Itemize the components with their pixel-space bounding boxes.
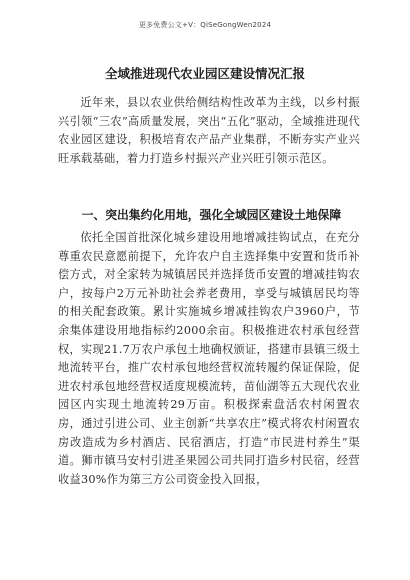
paragraph-land-use: 依托全国首批深化城乡建设用地增减挂钩试点，在充分尊重农民意愿前提下，允许农户自主选择集中安置和货币补偿方式，对全家转为城镇居民并选择货币安置的增减挂钩农户，按每户2万元补助社会养老费用，享受与城镇居民均等的相关配套政策。累计实施城乡增减挂钩农户3960户，节余集体建设用地指标约2000余亩。积极推进农村承包经营权，实现21.7万农户承包土地确权颁证，搭建市县镇三级土地流转平台，推广农村承包地经营权流转履约保证保险，促进农村承包地经营权适度规模流转，苗仙湖等五大现代农业园区内实现土地流转29万亩。积极探索盘活农村闲置农房，通过引进公司、业主创新“共享农庄”模式将农村闲置农房改造成为乡村酒店、民宿酒店，打造“市民进村养生”渠道。狮市镇马安村引进圣果园公司共同打造乡村民宿，经营收益30%作为第三方公司资金投入回报， — [58, 231, 360, 486]
paragraph-intro: 近年来，县以农业供给侧结构性改革为主线，以乡村振兴引领“三农”高质量发展，突出“五化”驱动，全域推进现代农业园区建设，积极培育农产品产业集群，不断夯实产业兴旺承载基础，着力打造乡村振兴产业兴旺引领示范区。 — [58, 96, 360, 165]
section-heading-1: 一、突出集约化用地，强化全域园区建设土地保障 — [81, 208, 342, 222]
header-note: 更多免费公文+V：QiSeGongWen2024 — [138, 21, 272, 29]
document-title: 全域推进现代农业园区建设情况汇报 — [104, 66, 305, 81]
